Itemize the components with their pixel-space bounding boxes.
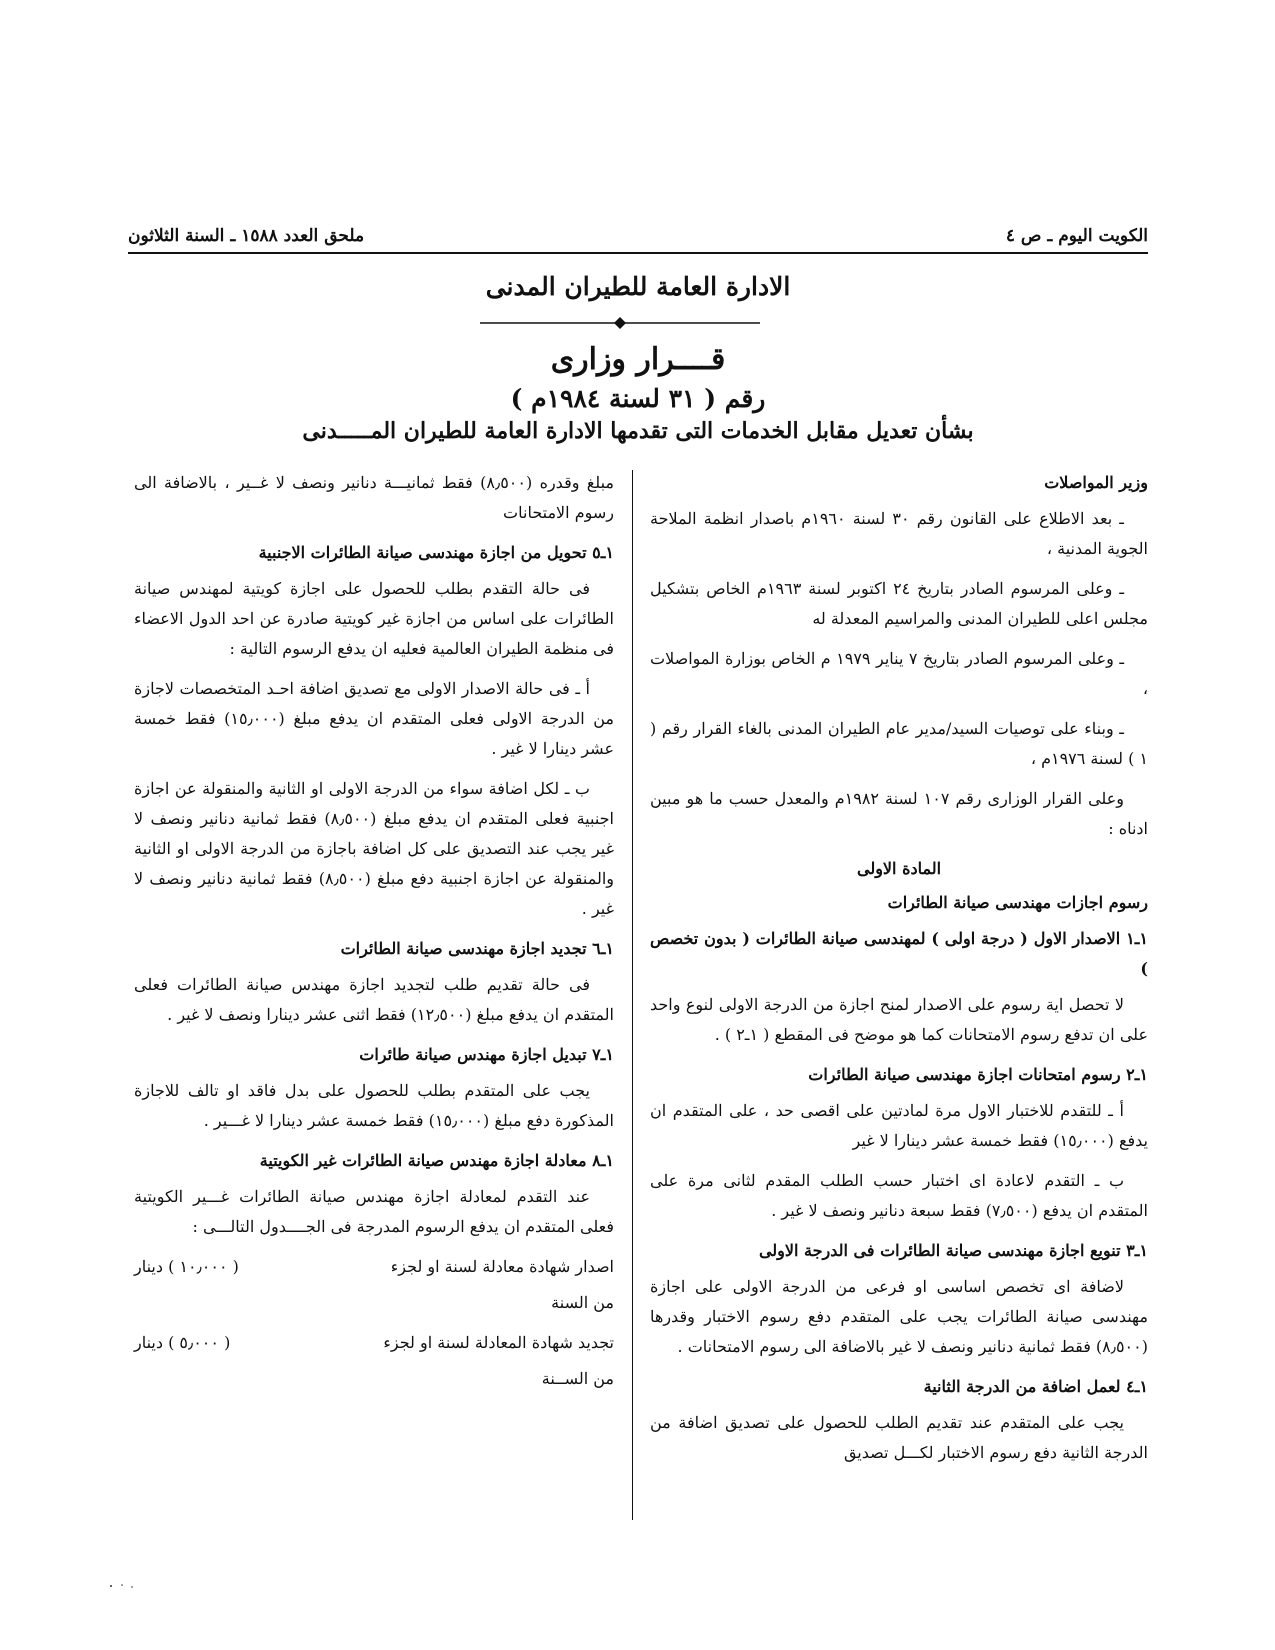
department-name: الادارة العامة للطيران المدنى [485, 272, 791, 301]
clause-heading: ١ـ٨ معادلة اجازة مهندس صيانة الطائرات غير الكويتية [259, 1151, 614, 1170]
left-column [134, 468, 614, 1404]
clause-item: ب ـ التقدم لاعادة اى اختبار حسب الطلب المقدم لثانى مرة على المتقدم ان يدفع (٧٫٥٠٠) فقط سبعة دنانير ونصف لا غير . [650, 1171, 1148, 1220]
fee-amount: ( ٥٫٠٠٠ ) دينار [134, 1333, 231, 1352]
clause-body: لا تحصل اية رسوم على الاصدار لمنح اجازة من الدرجة الاولى لنوع واحد على ان تدفع رسوم الامتحانات كما هو موضح فى المقطع ( ١ـ٢ ) . [650, 995, 1148, 1044]
clause-heading: ١ـ٢ رسوم امتحانات اجازة مهندسى صيانة الطائرات [808, 1065, 1148, 1084]
continued-text: مبلغ وقدره (٨٫٥٠٠) فقط ثمانيـــة دنانير ونصف لا غــير ، بالاضافة الى رسوم الامتحانات [134, 473, 615, 522]
right-column [650, 468, 1148, 1478]
fee-description: اصدار شهادة معادلة لسنة او لجزء [390, 1257, 614, 1276]
fee-amount: ( ١٠٫٠٠٠ ) دينار [134, 1257, 239, 1276]
decree-title: قــــرار وزارى [550, 342, 726, 377]
preamble-paragraph: ـ وعلى المرسوم الصادر بتاريخ ٧ يناير ١٩٧٩ م الخاص بوزارة المواصلات ، [650, 649, 1148, 698]
clause-item: أ ـ للتقدم للاختبار الاول مرة لمادتين على اقصى حد ، على المتقدم ان يدفع (١٥٫٠٠٠) فقط خمسة عشر دينارا لا غير [650, 1101, 1148, 1150]
minister-title: وزير المواصلات [1044, 473, 1148, 492]
column-divider [632, 470, 633, 1520]
clause-item: أ ـ فى حالة الاصدار الاولى مع تصديق اضافة احـد المتخصصات لاجازة من الدرجة الاولى فعلى المتقدم ان يدفع مبلغ (١٥٫٠٠٠) فقط خمسة عشر دينارا لا غير . [134, 679, 614, 758]
clause-heading: ١ـ٧ تبديل اجازة مهندس صيانة طائرات [359, 1045, 614, 1064]
article-heading: المادة الاولى [856, 859, 942, 878]
clause-body: فى حالة تقديم طلب لتجديد اجازة مهندس صيانة الطائرات فعلى المتقدم ان يدفع مبلغ (١٢٫٥٠٠) فقط اثنى عشر دينارا ونصف لا غير . [134, 975, 614, 1024]
clause-body: عند التقدم لمعادلة اجازة مهندس صيانة الطائرات غـــير الكويتية فعلى المتقدم ان يدفع الرسوم المدرجة فى الجــــدول التالـــى : [134, 1187, 614, 1236]
decree-subject: بشأن تعديل مقابل الخدمات التى تقدمها الادارة العامة للطيران المـــــدنى [302, 418, 974, 444]
preamble-paragraph: ـ وعلى المرسوم الصادر بتاريخ ٢٤ اكتوبر لسنة ١٩٦٣م الخاص بتشكيل مجلس اعلى للطيران المدنى والمراسيم المعدلة له [650, 579, 1148, 628]
scan-specks [108, 1580, 138, 1592]
fee-description: تجديد شهادة المعادلة لسنة او لجزء [383, 1333, 614, 1352]
clause-heading: ١ـ٥ تحويل من اجازة مهندسى صيانة الطائرات الاجنبية [258, 543, 614, 562]
clause-body: يجب على المتقدم بطلب للحصول على بدل فاقد او تالف للاجازة المذكورة دفع مبلغ (١٥٫٠٠٠) فقط خمسة عشر دينارا لا غـــير . [134, 1081, 614, 1130]
fee-description-tail: من الســنة [541, 1369, 614, 1388]
preamble-paragraph: ـ بعد الاطلاع على القانون رقم ٣٠ لسنة ١٩٦٠م باصدار انظمة الملاحة الجوية المدنية ، [650, 509, 1148, 558]
issue-supplement-ref: ملحق العدد ١٥٨٨ ـ السنة الثلاثون [128, 226, 365, 246]
ornament-divider [480, 316, 760, 330]
clause-item: ب ـ لكل اضافة سواء من الدرجة الاولى او الثانية والمنقولة عن اجازة اجنبية فعلى المتقدم ان يدفع مبلغ (٨٫٥٠٠) فقط ثمانية دنانير ونصف لا غير يجب عند التصديق على كل اضافة باجازة من الدرجة الاولى او الثانية والمنقولة عن اجازة اجنبية دفع مبلغ (٨٫٥٠٠) فقط ثمانية دنانير ونصف لا غير . [134, 779, 615, 918]
clause-heading: ١ـ٤ لعمل اضافة من الدرجة الثانية [923, 1377, 1148, 1396]
fee-table-row [134, 1252, 614, 1282]
clause-body: لاضافة اى تخصص اساسى او فرعى من الدرجة الاولى على اجازة مهندسى صيانة الطائرات يجب على المتقدم دفع رسوم الاختبار وقدرها (٨٫٥٠٠) فقط ثمانية دنانير ونصف لا غير بالاضافة الى رسوم الامتحانات . [650, 1277, 1148, 1356]
preamble-paragraph: ـ وبناء على توصيات السيد/مدير عام الطيران المدنى بالغاء القرار رقم ( ١ ) لسنة ١٩٧٦م ، [650, 719, 1148, 768]
section-heading: رسوم اجازات مهندسى صيانة الطائرات [887, 893, 1148, 912]
fee-description-tail: من السنة [551, 1293, 614, 1312]
clause-heading: ١ـ٣ تنويع اجازة مهندسى صيانة الطائرات فى الدرجة الاولى [758, 1241, 1148, 1260]
fee-table-row [134, 1328, 614, 1358]
clause-body: فى حالة التقدم بطلب للحصول على اجازة كويتية لمهندس صيانة الطائرات على اساس من اجازة غير كويتية صادرة عن احد الدول الاعضاء فى منظمة الطيران العالمية فعليه ان يدفع الرسوم التالية : [134, 579, 614, 658]
gazette-page-ref: الكويت اليوم ـ ص ٤ [1005, 226, 1148, 246]
clause-heading: ١ـ١ الاصدار الاول ( درجة اولى ) لمهندسى صيانة الطائرات ( بدون تخصص ) [650, 929, 1148, 978]
running-header [128, 226, 1148, 254]
header-rule [128, 252, 1148, 254]
clause-body: يجب على المتقدم عند تقديم الطلب للحصول على تصديق اضافة من الدرجة الثانية دفع رسوم الاختبار لكـــل تصديق [650, 1413, 1148, 1462]
preamble-paragraph: وعلى القرار الوزارى رقم ١٠٧ لسنة ١٩٨٢م والمعدل حسب ما هو مبين ادناه : [650, 789, 1148, 838]
clause-heading: ١ـ٦ تجديد اجازة مهندسى صيانة الطائرات [340, 939, 614, 958]
decree-number: رقم ( ٣١ لسنة ١٩٨٤م ) [510, 384, 766, 413]
